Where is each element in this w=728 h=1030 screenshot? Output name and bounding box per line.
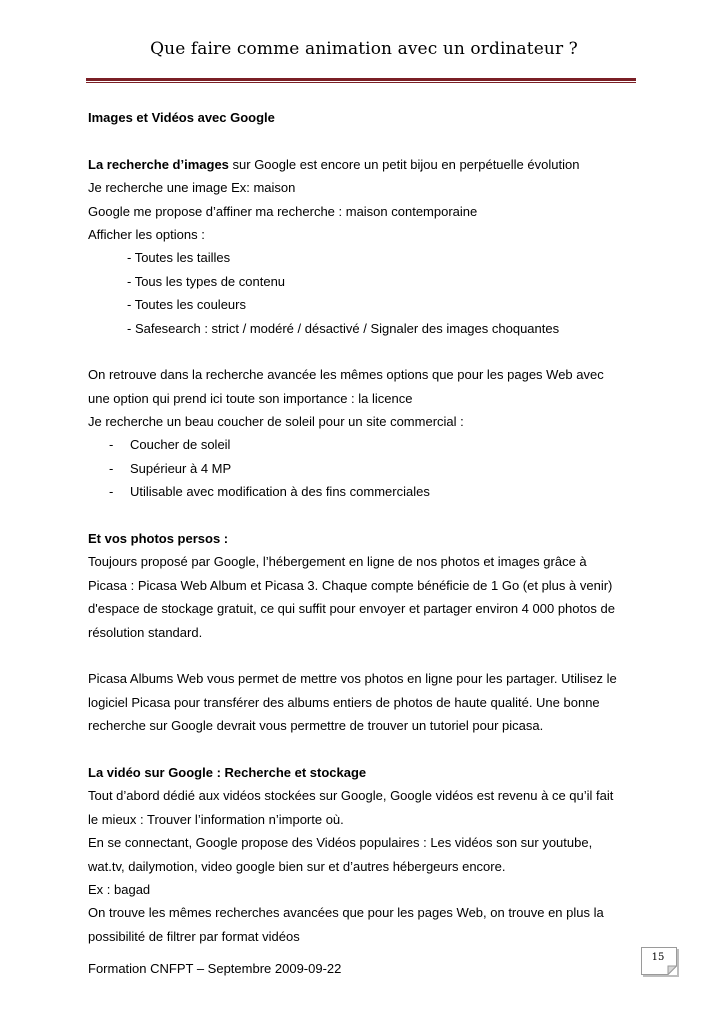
paragraph-picasa: résolution standard. bbox=[88, 624, 203, 640]
page-footer: Formation CNFPT – Septembre 2009-09-22 bbox=[88, 961, 342, 976]
paragraph-video: possibilité de filtrer par format vidéos bbox=[88, 928, 300, 944]
line-sunset: Je recherche un beau coucher de soleil pour un site commercial : bbox=[88, 414, 464, 430]
page-header-title: Que faire comme animation avec un ordinateur ? bbox=[150, 39, 578, 59]
paragraph-advanced-search: On retrouve dans la recherche avancée les mêmes options que pour les pages Web avec bbox=[88, 367, 604, 383]
paragraph-albums: logiciel Picasa pour transférer des albums entiers de photos de haute qualité. Une bonne bbox=[88, 694, 600, 710]
paragraph-video: wat.tv, dailymotion, video google bien sur et d’autres hébergeurs encore. bbox=[88, 858, 506, 874]
line-search-example: Je recherche une image Ex: maison bbox=[88, 180, 296, 196]
option-item: - Toutes les tailles bbox=[127, 250, 231, 266]
header-rule-thick bbox=[86, 78, 636, 81]
heading-video: La vidéo sur Google : Recherche et stockage bbox=[88, 764, 367, 780]
option-item: - Safesearch : strict / modéré / désactivé / Signaler des images choquantes bbox=[127, 320, 560, 336]
heading-personal-photos: Et vos photos persos : bbox=[88, 531, 229, 547]
paragraph-picasa: Picasa : Picasa Web Album et Picasa 3. Chaque compte bénéficie de 1 Go (et plus à venir) bbox=[88, 577, 613, 593]
heading-images-videos: Images et Vidéos avec Google bbox=[88, 110, 275, 125]
paragraph-video: On trouve les mêmes recherches avancées que pour les pages Web, on trouve en plus la bbox=[88, 905, 604, 921]
option-item: - Toutes les couleurs bbox=[127, 297, 246, 313]
paragraph-advanced-search: une option qui prend ici toute son importance : la licence bbox=[88, 390, 413, 406]
paragraph-albums: recherche sur Google devrait vous permettre de trouver un tutoriel pour picasa. bbox=[88, 718, 544, 734]
paragraph-video: Tout d’abord dédié aux vidéos stockées sur Google, Google vidéos est revenu à ce qu’il fait bbox=[88, 788, 614, 804]
page-number: 15 bbox=[651, 952, 665, 963]
paragraph-picasa: Toujours proposé par Google, l’hébergement en ligne de nos photos et images grâce à bbox=[88, 554, 587, 570]
paragraph-video: Ex : bagad bbox=[88, 881, 151, 897]
image-search-bold: La recherche d’images bbox=[88, 156, 229, 172]
option-item: - Tous les types de contenu bbox=[127, 273, 286, 289]
paragraph-video: En se connectant, Google propose des Vidéos populaires : Les vidéos son sur youtube, bbox=[88, 835, 593, 851]
header-rule-thin bbox=[86, 82, 636, 83]
paragraph-image-search bbox=[88, 153, 648, 176]
paragraph-albums: Picasa Albums Web vous permet de mettre vos photos en ligne pour les partager. Utilisez le bbox=[88, 671, 617, 687]
page-number-box bbox=[641, 947, 677, 975]
criteria-item: - Utilisable avec modification à des fins commerciales bbox=[109, 484, 430, 500]
paragraph-video: le mieux : Trouver l’information n’importe où. bbox=[88, 811, 344, 827]
paragraph-picasa: d'espace de stockage gratuit, ce qui suffit pour envoyer et partager environ 4 000 photos de bbox=[88, 601, 615, 617]
line-refine: Google me propose d’affiner ma recherche : maison contemporaine bbox=[88, 203, 478, 219]
line-options: Afficher les options : bbox=[88, 226, 205, 242]
page-body bbox=[88, 106, 648, 948]
criteria-item: - Coucher de soleil bbox=[109, 437, 231, 453]
criteria-item: - Supérieur à 4 MP bbox=[109, 460, 232, 476]
image-search-rest: sur Google est encore un petit bijou en perpétuelle évolution bbox=[228, 156, 580, 172]
